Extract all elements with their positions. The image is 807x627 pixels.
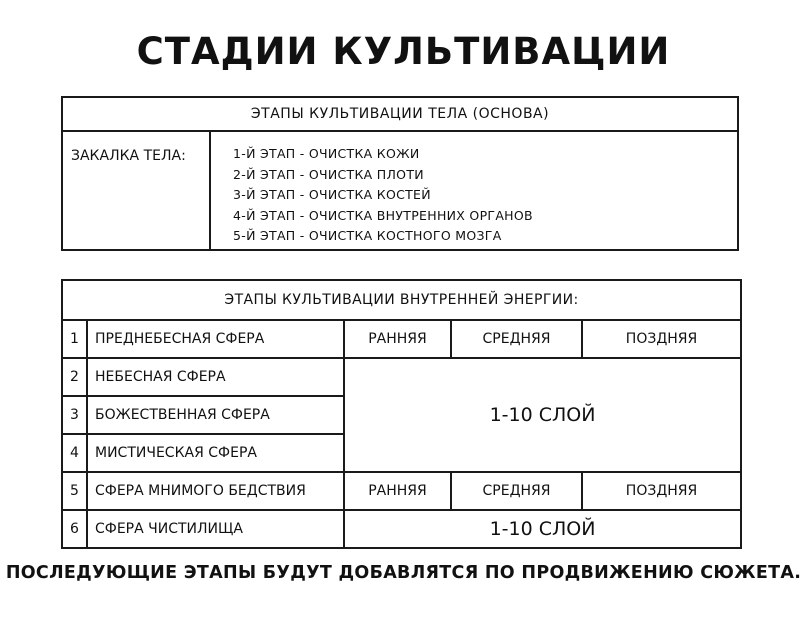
level-early: РАННЯЯ — [344, 472, 451, 510]
body-cultivation-panel — [61, 96, 739, 251]
sphere-name: СФЕРА ЧИСТИЛИЩА — [87, 510, 344, 548]
layers-cell: 1-10 СЛОЙ — [344, 510, 741, 548]
energy-cultivation-table — [61, 279, 742, 549]
table-row — [62, 510, 741, 548]
table-row — [62, 320, 741, 358]
level-middle: СРЕДНЯЯ — [451, 320, 582, 358]
sphere-name: ПРЕДНЕБЕСНАЯ СФЕРА — [87, 320, 344, 358]
sphere-name: НЕБЕСНАЯ СФЕРА — [87, 358, 344, 396]
body-stage-item: 2-Й ЭТАП - ОЧИСТКА ПЛОТИ — [233, 166, 424, 182]
row-number: 6 — [62, 510, 87, 548]
body-stage-item: 5-Й ЭТАП - ОЧИСТКА КОСТНОГО МОЗГА — [233, 228, 502, 243]
row-number: 5 — [62, 472, 87, 510]
body-cultivation-header: ЭТАПЫ КУЛЬТИВАЦИИ ТЕЛА (ОСНОВА) — [63, 98, 737, 132]
body-tempering-label: ЗАКАЛКА ТЕЛА: — [71, 148, 186, 164]
table-row — [62, 472, 741, 510]
level-middle: СРЕДНЯЯ — [451, 472, 582, 510]
body-stage-list — [233, 144, 533, 247]
level-late: ПОЗДНЯЯ — [582, 320, 741, 358]
table-row — [62, 358, 741, 396]
layers-cell: 1-10 СЛОЙ — [344, 358, 741, 472]
body-stage-item: 3-Й ЭТАП - ОЧИСТКА КОСТЕЙ — [233, 187, 431, 202]
body-stage-item: 4-Й ЭТАП - ОЧИСТКА ВНУТРЕННИХ ОРГАНОВ — [233, 207, 533, 223]
page-title: СТАДИИ КУЛЬТИВАЦИИ — [136, 30, 671, 73]
row-number: 4 — [62, 434, 87, 472]
row-number: 1 — [62, 320, 87, 358]
sphere-name: МИСТИЧЕСКАЯ СФЕРА — [87, 434, 344, 472]
energy-table-header: ЭТАПЫ КУЛЬТИВАЦИИ ВНУТРЕННЕЙ ЭНЕРГИИ: — [62, 280, 741, 320]
sphere-name: БОЖЕСТВЕННАЯ СФЕРА — [87, 396, 344, 434]
level-late: ПОЗДНЯЯ — [582, 472, 741, 510]
row-number: 3 — [62, 396, 87, 434]
row-number: 2 — [62, 358, 87, 396]
body-stage-item: 1-Й ЭТАП - ОЧИСТКА КОЖИ — [233, 146, 420, 161]
body-tempering-label-cell — [63, 130, 211, 249]
energy-table-header-row — [62, 280, 741, 320]
sphere-name: СФЕРА МНИМОГО БЕДСТВИЯ — [87, 472, 344, 510]
footer-note: ПОСЛЕДУЮЩИЕ ЭТАПЫ БУДУТ ДОБАВЛЯТСЯ ПО ПРОДВИЖЕНИЮ СЮЖЕТА. — [5, 563, 802, 583]
level-early: РАННЯЯ — [344, 320, 451, 358]
